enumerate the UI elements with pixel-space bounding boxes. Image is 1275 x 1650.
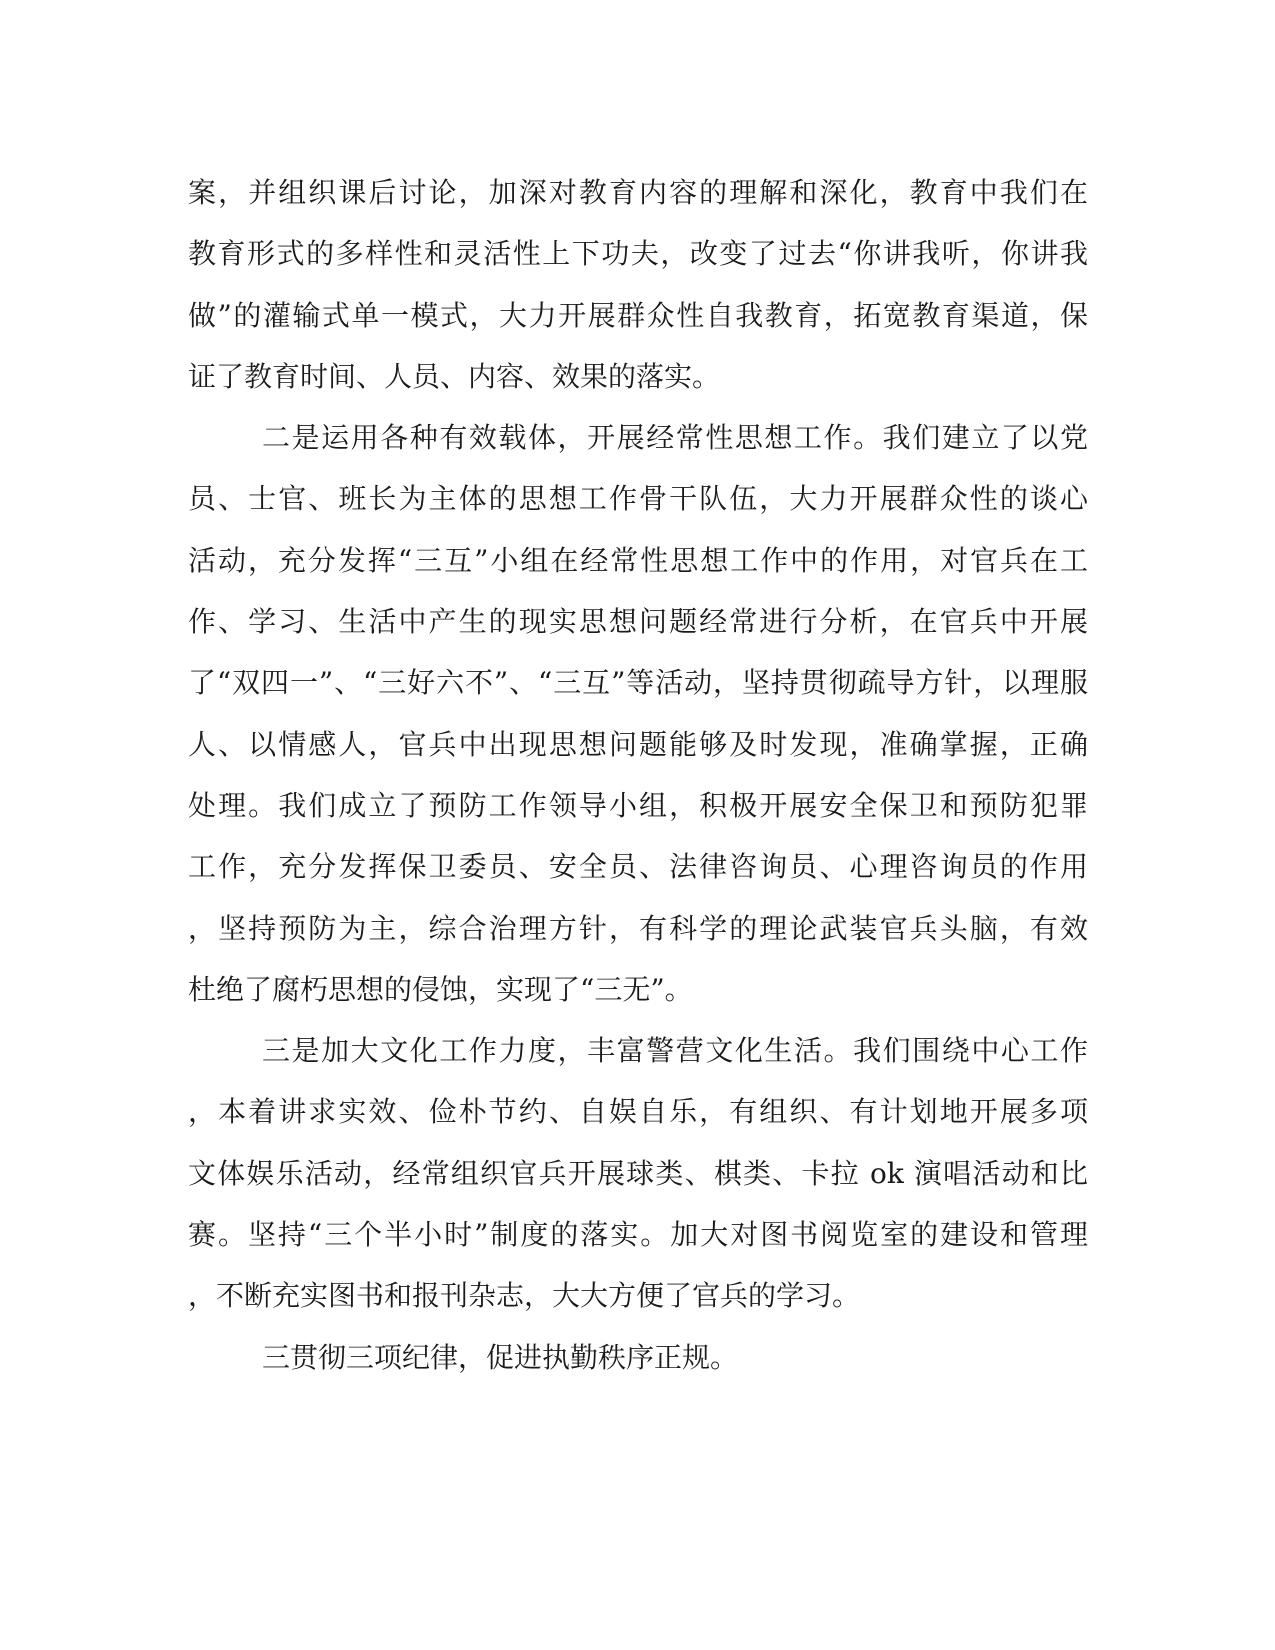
text-line: 证了教育时间、人员、内容、效果的落实。 — [188, 359, 721, 393]
text-line: ，坚持预防为主，综合治理方针，有科学的理论武装官兵头脑，有效 — [188, 911, 1088, 945]
text-line: 文体娱乐活动，经常组织官兵开展球类、棋类、卡拉 ok 演唱活动和比 — [188, 1156, 1088, 1190]
text-line: 处理。我们成立了预防工作领导小组，积极开展安全保卫和预防犯罪 — [188, 788, 1088, 822]
text-line: 了“双四一”、“三好六不”、“三互”等活动，坚持贯彻疏导方针，以理服 — [188, 666, 1088, 700]
text-line: 杜绝了腐朽思想的侵蚀，实现了“三无”。 — [188, 972, 693, 1006]
document-body — [188, 162, 1088, 1388]
text-line: 教育形式的多样性和灵活性上下功夫，改变了过去“你讲我听，你讲我 — [188, 237, 1088, 271]
text-line: 活动，充分发挥“三互”小组在经常性思想工作中的作用，对官兵在工 — [188, 543, 1088, 577]
text-line: 作、学习、生活中产生的现实思想问题经常进行分析，在官兵中开展 — [188, 605, 1088, 639]
text-line: 做”的灌输式单一模式，大力开展群众性自我教育，拓宽教育渠道，保 — [188, 298, 1088, 332]
text-line: 员、士官、班长为主体的思想工作骨干队伍，大力开展群众性的谈心 — [188, 482, 1088, 516]
text-line: ，不断充实图书和报刊杂志，大大方便了官兵的学习。 — [188, 1279, 861, 1313]
text-line: 人、以情感人，官兵中出现思想问题能够及时发现，准确掌握，正确 — [188, 727, 1088, 761]
text-line: ，本着讲求实效、俭朴节约、自娱自乐，有组织、有计划地开展多项 — [188, 1095, 1088, 1129]
paragraph-start-line: 二是运用各种有效载体，开展经常性思想工作。我们建立了以党 — [262, 421, 1088, 455]
text-line: 案，并组织课后讨论，加深对教育内容的理解和深化，教育中我们在 — [188, 176, 1088, 209]
paragraph-start-line: 三是加大文化工作力度，丰富警营文化生活。我们围绕中心工作 — [262, 1034, 1088, 1068]
text-line: 工作，充分发挥保卫委员、安全员、法律咨询员、心理咨询员的作用 — [188, 850, 1088, 884]
text-line: 赛。坚持“三个半小时”制度的落实。加大对图书阅览室的建设和管理 — [188, 1218, 1088, 1252]
section-heading-line: 三贯彻三项纪律，促进执勤秩序正规。 — [262, 1340, 739, 1374]
